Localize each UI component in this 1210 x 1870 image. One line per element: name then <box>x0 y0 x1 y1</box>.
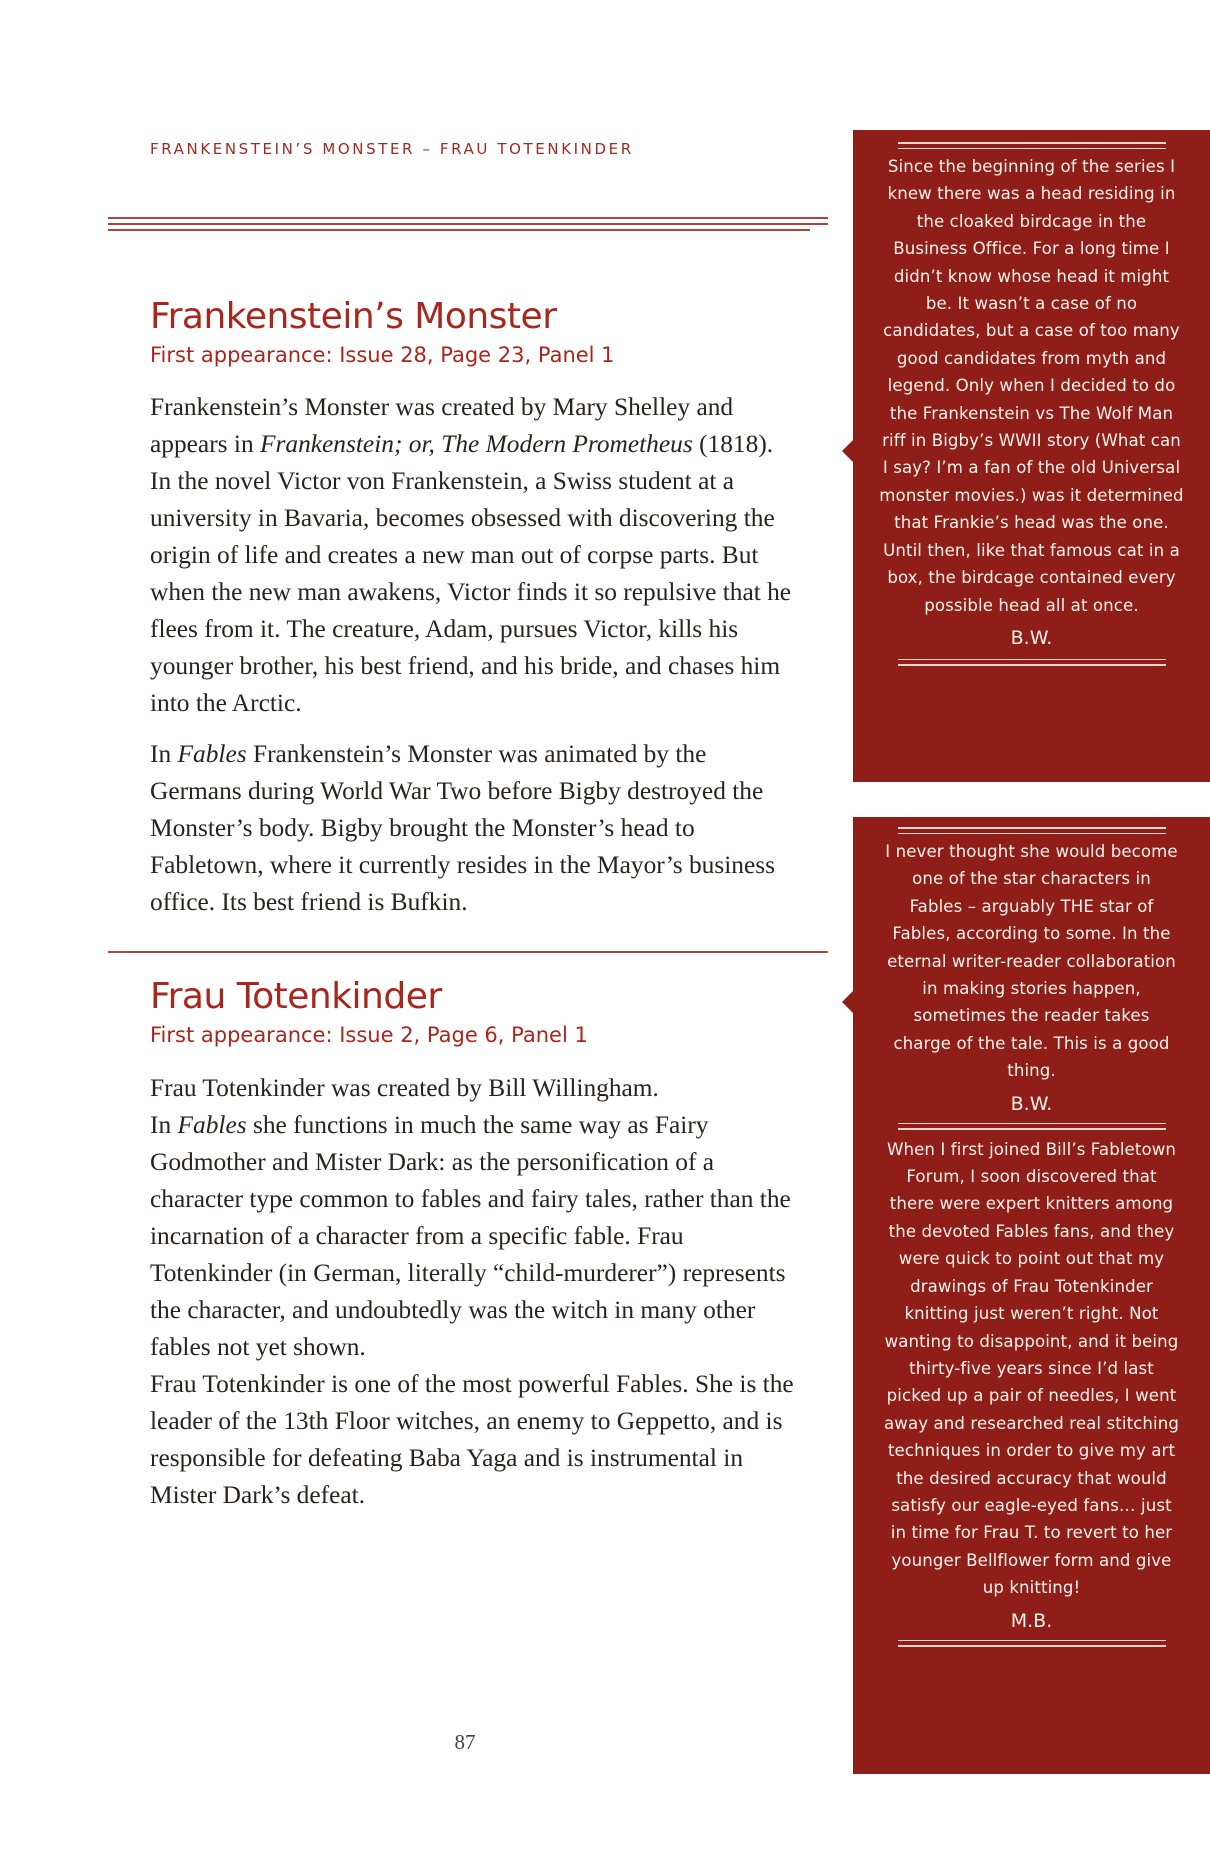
paragraph: Frau Totenkinder is one of the most powerful Fables. She is the leader of the 13th Floor witches, an enemy to Geppetto, and is responsible for defeating Baba Yaga and is instrumental in Mister Dark’s defeat. <box>150 1370 794 1509</box>
paragraph <box>150 389 800 722</box>
signature: B.W. <box>1010 626 1053 649</box>
sidebar-note-1 <box>853 130 1210 782</box>
header-rule <box>108 217 828 235</box>
pointer-arrow <box>842 440 853 462</box>
text: In <box>150 740 178 768</box>
text: Frankenstein’s Monster was animated by the Germans during World War Two before Bigby destroyed the Monster’s body. Bigby brought the Monster’s head to Fabletown, where it currently resides in the Mayor’s business office. Its best friend is Bufkin. <box>150 740 775 916</box>
sidebar-rule <box>898 827 1166 834</box>
section-divider <box>108 951 828 953</box>
entry-title-frankenstein: Frankenstein’s Monster <box>150 296 557 337</box>
book-title: Fables <box>177 740 247 768</box>
note-text: Since the beginning of the series I knew there was a head residing in the cloaked birdcage in the Business Office. For a long time I didn’t know whose head it might be. It wasn’t a case of no candidates, but a case of too many good candidates from myth and legend. Only when I decided to do the Frankenstein vs The Wolf Man riff in Bigby’s WWII story (What can I say? I’m a fan of the old Universal monster movies.) was it determined that Frankie’s head was the one. Until then, like that famous cat in a box, the birdcage contained every possible head all at once. <box>879 157 1184 615</box>
entry-title-totenkinder: Frau Totenkinder <box>150 976 442 1017</box>
pointer-arrow <box>842 991 853 1013</box>
paragraph <box>150 1107 800 1366</box>
book-title: Frankenstein; or, The Modern Prometheus <box>259 430 693 458</box>
signature: B.W. <box>1010 1092 1053 1115</box>
signature: M.B. <box>1010 1609 1053 1632</box>
sidebar-text <box>853 1136 1210 1602</box>
text: (1818). In the novel Victor von Frankenstein, a Swiss student at a university in Bavaria, becomes obsessed with discovering the origin of life and creates a new man out of corpse parts. But when the new man awakens, Victor finds it so repulsive that he flees from it. The creature, Adam, pursues Victor, kills his younger brother, his best friend, and his bride, and chases him into the Arctic. <box>150 430 792 717</box>
entry-body-totenkinder <box>150 1070 800 1514</box>
sidebar-rule <box>898 1123 1166 1130</box>
sidebar-rule <box>898 1640 1166 1647</box>
book-title: Fables <box>177 1111 247 1139</box>
sidebar-rule <box>898 659 1166 666</box>
running-head: FRANKENSTEIN’S MONSTER – FRAU TOTENKINDER <box>150 140 634 158</box>
entry-body-frankenstein <box>150 389 800 921</box>
sidebar-note-2 <box>853 817 1210 1774</box>
note-text: I never thought she would become one of the star characters in Fables – arguably THE star of Fables, according to some. In the eternal writer-reader collaboration in making stories happen, sometimes the reader takes charge of the tale. This is a good thing. <box>885 842 1178 1081</box>
note-text: When I first joined Bill’s Fabletown Forum, I soon discovered that there were expert knitters among the devoted Fables fans, and they were quick to point out that my drawings of Frau Totenkinder knitting just weren’t right. Not wanting to disappoint, and it being thirty-five years since I’d last picked up a pair of needles, I went away and researched real stitching techniques in order to give my art the desired accuracy that would satisfy our eagle-eyed fans… just in time for Frau T. to revert to her younger Bellflower form and give up knitting! <box>884 1139 1179 1598</box>
sidebar-text <box>853 838 1210 1085</box>
text: she functions in much the same way as Fairy Godmother and Mister Dark: as the personification of a character type common to fables and fairy tales, rather than the incarnation of a character from a specific fable. Frau Totenkinder (in German, literally “child-murderer”) represents the character, and undoubtedly was the witch in many other fables not yet shown. <box>150 1111 791 1361</box>
paragraph: Frau Totenkinder was created by Bill Willingham. <box>150 1074 659 1102</box>
text: Frankenstein’s Monster was created by Mary Shelley and appears in <box>150 393 734 458</box>
sidebar-rule <box>898 142 1166 149</box>
text: In <box>150 1111 178 1139</box>
first-appearance-frankenstein: First appearance: Issue 28, Page 23, Panel 1 <box>150 343 615 367</box>
sidebar-text <box>853 153 1210 619</box>
page-number: 87 <box>454 1730 476 1754</box>
paragraph <box>150 736 800 921</box>
first-appearance-totenkinder: First appearance: Issue 2, Page 6, Panel 1 <box>150 1023 588 1047</box>
